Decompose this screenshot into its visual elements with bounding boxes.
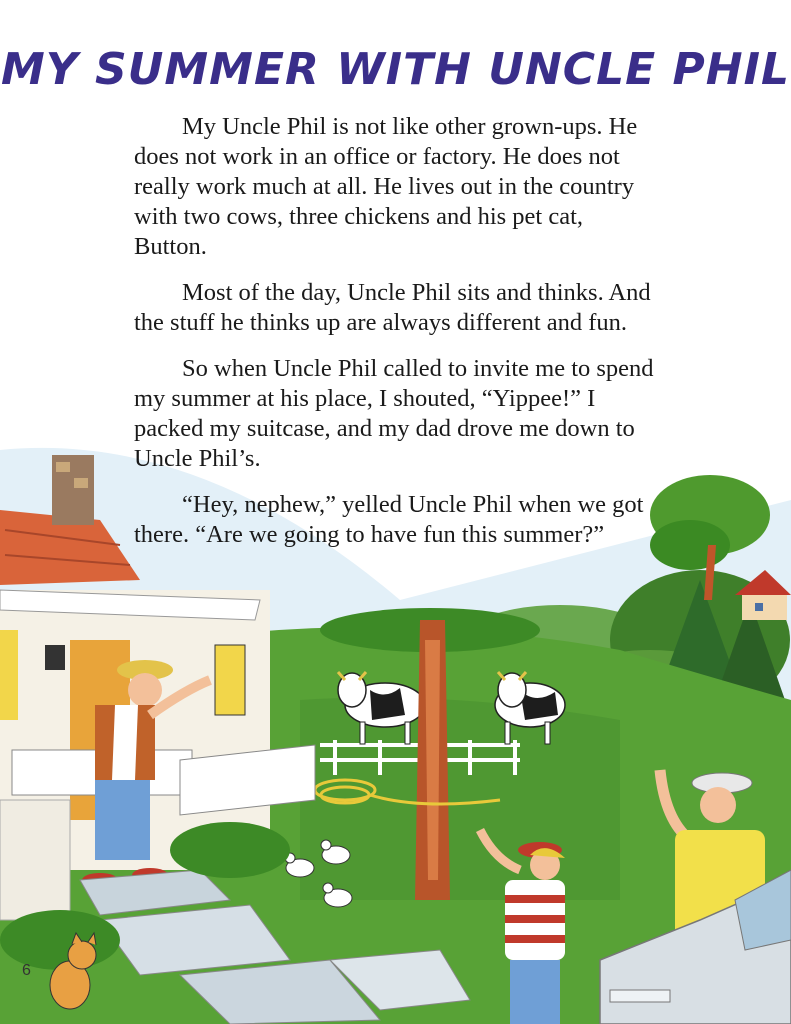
flower-bushes <box>170 822 290 878</box>
paragraph-2: Most of the day, Uncle Phil sits and thinks. And the stuff he thinks up are always different and fun. <box>134 279 651 336</box>
paragraph-4: “Hey, nephew,” yelled Uncle Phil when we got there. “Are we going to have fun this summer?” <box>134 491 644 548</box>
paragraph-1: My Uncle Phil is not like other grown-ups. He does not work in an office or factory. He does not really work much at all. He lives out in the country with two cows, three chickens and his pet cat, Button. <box>134 113 638 260</box>
page-title: MY SUMMER WITH UNCLE PHIL <box>0 44 790 95</box>
paragraph-3: So when Uncle Phil called to invite me to spend my summer at his place, I shouted, “Yippee!” I packed my suitcase, and my dad drove me down to Uncle Phil’s. <box>134 355 654 472</box>
page-number: 6 <box>22 962 31 979</box>
story-text <box>134 112 654 566</box>
